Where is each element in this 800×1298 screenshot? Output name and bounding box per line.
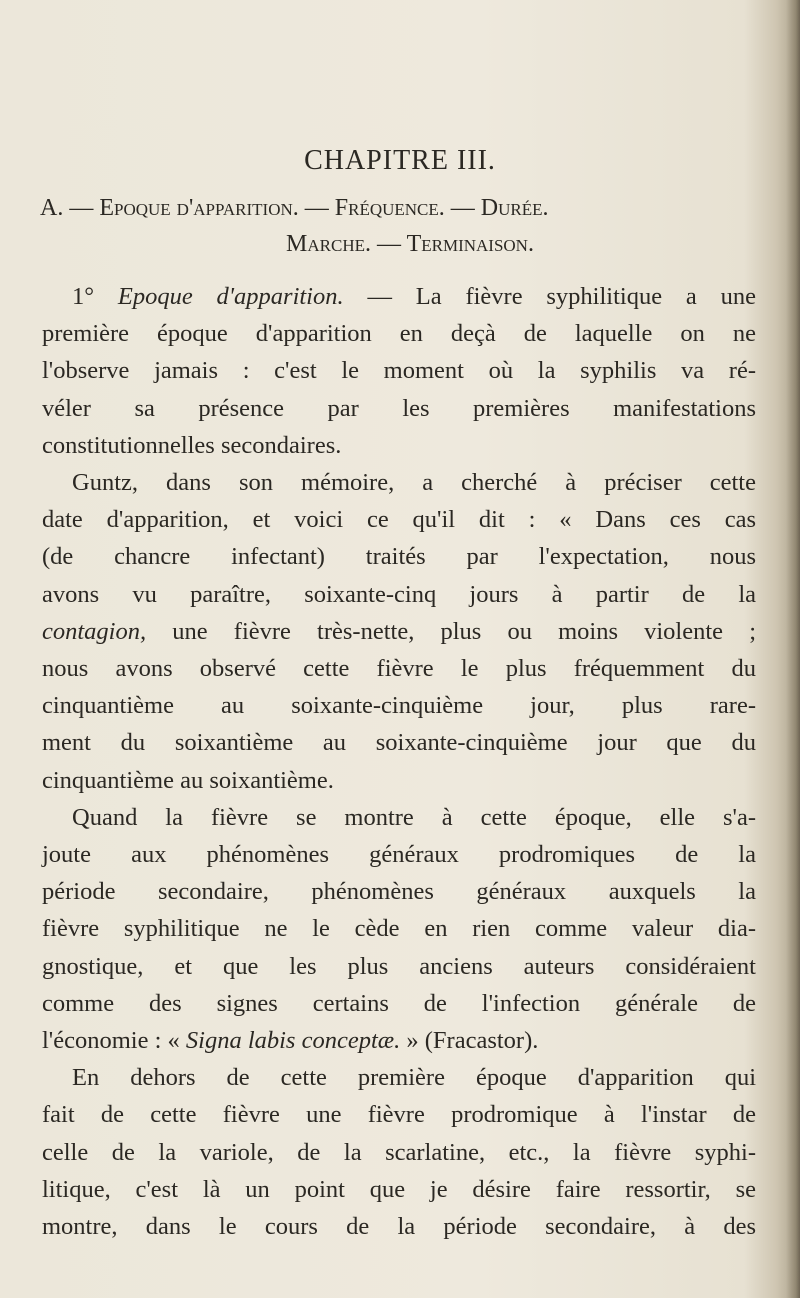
text-line: date d'apparition, et voici ce qu'il dit : « Dans ces cas: [42, 506, 756, 534]
text-line: constitutionnelles secondaires.: [42, 431, 342, 459]
text-line: 1° Epoque d'apparition. — La fièvre syphilitique a une: [72, 283, 756, 310]
text-line: première époque d'apparition en deçà de laquelle on ne: [42, 320, 756, 348]
text-line: celle de la variole, de la scarlatine, etc., la fièvre syphi-: [42, 1138, 756, 1166]
section-heading: [40, 190, 780, 262]
chapter-title: CHAPITRE III.: [304, 145, 496, 176]
text-line: En dehors de cette première époque d'apparition qui: [72, 1064, 756, 1092]
text-line: contagion, une fièvre très-nette, plus ou moins violente ;: [42, 617, 756, 645]
text-line: Guntz, dans son mémoire, a cherché à préciser cette: [72, 469, 756, 497]
text-line: montre, dans le cours de la période secondaire, à des: [42, 1213, 756, 1241]
text-line: l'économie : « Signa labis conceptæ. » (Fracastor).: [42, 1027, 539, 1055]
text-line: fait de cette fièvre une fièvre prodromique à l'instar de: [42, 1101, 756, 1129]
text-line: joute aux phénomènes généraux prodromiques de la: [42, 841, 756, 869]
text-line: ment du soixantième au soixante-cinquième jour que du: [42, 729, 756, 757]
italic-word: contagion,: [42, 617, 147, 645]
text-line: cinquantième au soixantième.: [42, 766, 334, 794]
latin-quote: Signa labis conceptæ.: [185, 1027, 401, 1055]
italic-heading: Epoque d'apparition.: [117, 283, 344, 310]
body-text: [42, 278, 756, 1245]
paragraph-2: [42, 464, 756, 799]
text-line: (de chancre infectant) traités par l'expectation, nous: [42, 543, 756, 571]
text-line: véler sa présence par les premières manifestations: [42, 394, 756, 422]
text-line: litique, c'est là un point que je désire faire ressortir, se: [42, 1175, 756, 1203]
text-line: gnostique, et que les plus anciens auteurs considéraient: [42, 952, 756, 980]
paragraph-3: [42, 799, 756, 1059]
paragraph-4: [42, 1059, 756, 1245]
text-line: nous avons observé cette fièvre le plus fréquemment du: [42, 655, 756, 683]
text-line: Quand la fièvre se montre à cette époque, elle s'a-: [72, 803, 756, 831]
text-line: l'observe jamais : c'est le moment où la syphilis va ré-: [42, 357, 756, 385]
section-heading-line-1: A. — Epoque d'apparition. — Fréquence. — Durée.: [40, 195, 549, 221]
page-edge-shadow: [786, 0, 800, 1298]
text-line: avons vu paraître, soixante-cinq jours à partir de la: [42, 580, 756, 608]
text-line: période secondaire, phénomènes généraux auxquels la: [42, 878, 756, 906]
text-line: comme des signes certains de l'infection générale de: [42, 989, 756, 1017]
text-line: fièvre syphilitique ne le cède en rien comme valeur dia-: [42, 915, 756, 943]
paragraph-1: [42, 278, 756, 464]
text-line: cinquantième au soixante-cinquième jour, plus rare-: [42, 692, 756, 720]
section-heading-line-2: Marche. — Terminaison.: [286, 231, 534, 257]
